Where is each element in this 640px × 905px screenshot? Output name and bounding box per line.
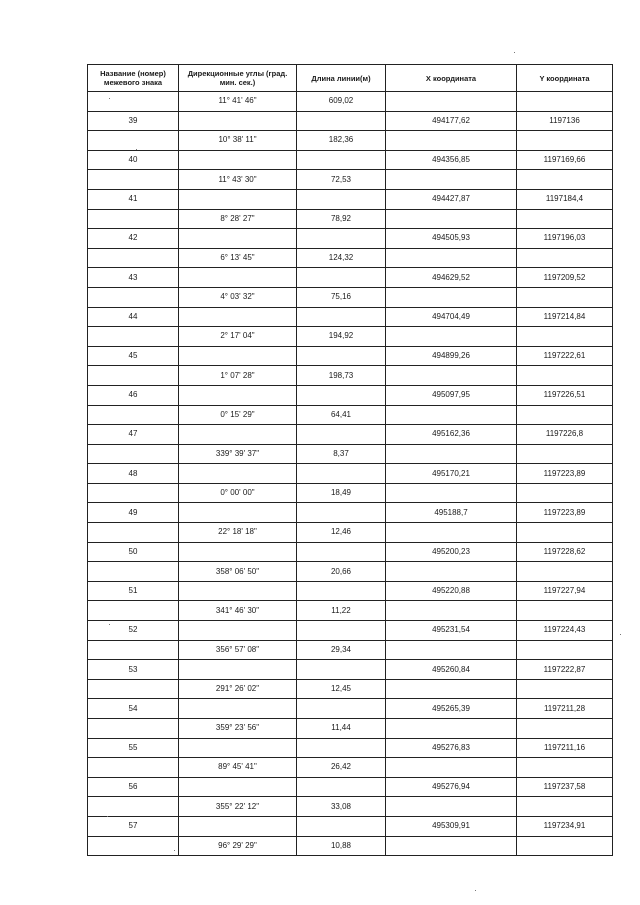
- cell-bearing-angle: 0° 15' 29": [179, 405, 297, 425]
- table-row: [88, 777, 613, 797]
- cell-bearing-angle: [179, 307, 297, 327]
- cell-x-coordinate: [386, 170, 517, 190]
- table-row: [88, 268, 613, 288]
- cell-bearing-angle: [179, 268, 297, 288]
- cell-line-length: [297, 229, 386, 249]
- cell-y-coordinate: 1197211,16: [517, 738, 613, 758]
- cell-line-length: [297, 699, 386, 719]
- cell-x-coordinate: 495276,94: [386, 777, 517, 797]
- cell-marker-name: [88, 640, 179, 660]
- table-row: [88, 797, 613, 817]
- cell-bearing-angle: 22° 18' 18": [179, 523, 297, 543]
- cell-bearing-angle: 11° 41' 46": [179, 92, 297, 112]
- cell-line-length: 72,53: [297, 170, 386, 190]
- cell-line-length: 18,49: [297, 483, 386, 503]
- table-row: [88, 405, 613, 425]
- cell-x-coordinate: [386, 679, 517, 699]
- cell-y-coordinate: 1197214,84: [517, 307, 613, 327]
- cell-line-length: 33,08: [297, 797, 386, 817]
- cell-line-length: [297, 111, 386, 131]
- cell-x-coordinate: [386, 131, 517, 151]
- cell-marker-name: 57: [88, 816, 179, 836]
- table-row: [88, 816, 613, 836]
- cell-bearing-angle: 11° 43' 30": [179, 170, 297, 190]
- cell-line-length: [297, 738, 386, 758]
- cell-marker-name: [88, 836, 179, 856]
- cell-y-coordinate: 1197222,61: [517, 346, 613, 366]
- cell-marker-name: [88, 562, 179, 582]
- cell-line-length: 198,73: [297, 366, 386, 386]
- table-row: [88, 131, 613, 151]
- cell-marker-name: [88, 170, 179, 190]
- cell-bearing-angle: 6° 13' 45": [179, 248, 297, 268]
- table-row: [88, 621, 613, 641]
- cell-y-coordinate: [517, 601, 613, 621]
- table-row: [88, 287, 613, 307]
- cell-x-coordinate: 495231,54: [386, 621, 517, 641]
- cell-bearing-angle: [179, 581, 297, 601]
- table-row: [88, 581, 613, 601]
- cell-line-length: [297, 542, 386, 562]
- cell-line-length: 64,41: [297, 405, 386, 425]
- table-row: [88, 189, 613, 209]
- cell-x-coordinate: 494505,93: [386, 229, 517, 249]
- cell-y-coordinate: 1197237,58: [517, 777, 613, 797]
- table-row: [88, 523, 613, 543]
- cell-x-coordinate: [386, 562, 517, 582]
- table-row: [88, 366, 613, 386]
- cell-line-length: [297, 816, 386, 836]
- cell-y-coordinate: [517, 248, 613, 268]
- cell-bearing-angle: [179, 150, 297, 170]
- cell-line-length: [297, 425, 386, 445]
- cell-bearing-angle: [179, 385, 297, 405]
- cell-x-coordinate: 495097,95: [386, 385, 517, 405]
- cell-x-coordinate: [386, 719, 517, 739]
- cell-bearing-angle: 1° 07' 28": [179, 366, 297, 386]
- cell-x-coordinate: 495162,36: [386, 425, 517, 445]
- cell-line-length: 75,16: [297, 287, 386, 307]
- cell-x-coordinate: [386, 92, 517, 112]
- table-row: [88, 738, 613, 758]
- cell-y-coordinate: 1197228,62: [517, 542, 613, 562]
- cell-marker-name: 56: [88, 777, 179, 797]
- cell-y-coordinate: [517, 366, 613, 386]
- cell-bearing-angle: 358° 06' 50": [179, 562, 297, 582]
- cell-bearing-angle: [179, 189, 297, 209]
- cell-marker-name: 54: [88, 699, 179, 719]
- cell-x-coordinate: 495276,83: [386, 738, 517, 758]
- cell-marker-name: [88, 366, 179, 386]
- cell-marker-name: 47: [88, 425, 179, 445]
- scan-speck: [475, 890, 476, 891]
- table-row: [88, 346, 613, 366]
- cell-bearing-angle: 341° 46' 30": [179, 601, 297, 621]
- cell-bearing-angle: 10° 38' 11": [179, 131, 297, 151]
- cell-line-length: 20,66: [297, 562, 386, 582]
- scan-speck: [620, 634, 621, 635]
- cell-x-coordinate: [386, 483, 517, 503]
- cell-bearing-angle: 4° 03' 32": [179, 287, 297, 307]
- cell-y-coordinate: [517, 719, 613, 739]
- cell-y-coordinate: [517, 483, 613, 503]
- cell-x-coordinate: 494177,62: [386, 111, 517, 131]
- cell-y-coordinate: 1197226,8: [517, 425, 613, 445]
- cell-y-coordinate: [517, 405, 613, 425]
- boundary-coordinates-table: [87, 64, 613, 856]
- cell-bearing-angle: [179, 111, 297, 131]
- cell-bearing-angle: [179, 229, 297, 249]
- table-row: [88, 601, 613, 621]
- cell-line-length: 194,92: [297, 327, 386, 347]
- cell-bearing-angle: [179, 503, 297, 523]
- cell-x-coordinate: [386, 836, 517, 856]
- table-row: [88, 248, 613, 268]
- cell-bearing-angle: 96° 29' 29": [179, 836, 297, 856]
- table-row: [88, 562, 613, 582]
- cell-x-coordinate: [386, 523, 517, 543]
- cell-line-length: [297, 660, 386, 680]
- cell-y-coordinate: 1197169,66: [517, 150, 613, 170]
- cell-y-coordinate: [517, 562, 613, 582]
- cell-x-coordinate: [386, 366, 517, 386]
- cell-y-coordinate: 1197211,28: [517, 699, 613, 719]
- cell-bearing-angle: 89° 45' 41": [179, 758, 297, 778]
- table-row: [88, 385, 613, 405]
- cell-y-coordinate: 1197209,52: [517, 268, 613, 288]
- cell-marker-name: [88, 444, 179, 464]
- cell-marker-name: 49: [88, 503, 179, 523]
- cell-line-length: 10,88: [297, 836, 386, 856]
- cell-bearing-angle: [179, 660, 297, 680]
- table-row: [88, 425, 613, 445]
- cell-x-coordinate: [386, 601, 517, 621]
- cell-line-length: 12,46: [297, 523, 386, 543]
- cell-line-length: 11,44: [297, 719, 386, 739]
- scan-speck: [174, 850, 175, 851]
- cell-y-coordinate: [517, 797, 613, 817]
- cell-x-coordinate: [386, 797, 517, 817]
- cell-line-length: [297, 189, 386, 209]
- cell-y-coordinate: [517, 327, 613, 347]
- cell-line-length: [297, 307, 386, 327]
- cell-marker-name: 44: [88, 307, 179, 327]
- table-row: [88, 503, 613, 523]
- cell-marker-name: 40: [88, 150, 179, 170]
- cell-y-coordinate: 1197226,51: [517, 385, 613, 405]
- cell-bearing-angle: [179, 777, 297, 797]
- table-header-row: [88, 65, 613, 92]
- table-row: [88, 542, 613, 562]
- cell-marker-name: [88, 601, 179, 621]
- cell-marker-name: [88, 483, 179, 503]
- cell-bearing-angle: 356° 57' 08": [179, 640, 297, 660]
- table-row: [88, 444, 613, 464]
- cell-bearing-angle: 291° 26' 02": [179, 679, 297, 699]
- cell-bearing-angle: [179, 738, 297, 758]
- cell-line-length: 12,45: [297, 679, 386, 699]
- header-line-length: Длина линии(м): [297, 65, 386, 92]
- cell-bearing-angle: 355° 22' 12": [179, 797, 297, 817]
- cell-x-coordinate: 495220,88: [386, 581, 517, 601]
- table-row: [88, 150, 613, 170]
- cell-x-coordinate: 495170,21: [386, 464, 517, 484]
- cell-marker-name: [88, 92, 179, 112]
- cell-y-coordinate: [517, 170, 613, 190]
- cell-line-length: 8,37: [297, 444, 386, 464]
- table-row: [88, 640, 613, 660]
- cell-x-coordinate: 494704,49: [386, 307, 517, 327]
- cell-bearing-angle: [179, 425, 297, 445]
- cell-y-coordinate: [517, 640, 613, 660]
- cell-y-coordinate: 1197222,87: [517, 660, 613, 680]
- scan-speck: [107, 816, 108, 817]
- cell-y-coordinate: 1197136: [517, 111, 613, 131]
- cell-bearing-angle: 0° 00' 00": [179, 483, 297, 503]
- cell-marker-name: [88, 719, 179, 739]
- cell-marker-name: 55: [88, 738, 179, 758]
- cell-marker-name: 50: [88, 542, 179, 562]
- cell-line-length: [297, 777, 386, 797]
- table-body: [88, 92, 613, 856]
- cell-marker-name: 42: [88, 229, 179, 249]
- cell-y-coordinate: 1197223,89: [517, 464, 613, 484]
- cell-x-coordinate: [386, 444, 517, 464]
- cell-x-coordinate: 494427,87: [386, 189, 517, 209]
- cell-x-coordinate: 495188,7: [386, 503, 517, 523]
- cell-bearing-angle: 359° 23' 56": [179, 719, 297, 739]
- cell-y-coordinate: 1197234,91: [517, 816, 613, 836]
- table-row: [88, 483, 613, 503]
- table-row: [88, 699, 613, 719]
- cell-marker-name: [88, 209, 179, 229]
- cell-line-length: [297, 268, 386, 288]
- cell-x-coordinate: 495309,91: [386, 816, 517, 836]
- cell-line-length: 29,34: [297, 640, 386, 660]
- cell-line-length: 609,02: [297, 92, 386, 112]
- cell-marker-name: 45: [88, 346, 179, 366]
- cell-line-length: 11,22: [297, 601, 386, 621]
- cell-marker-name: [88, 758, 179, 778]
- cell-marker-name: [88, 797, 179, 817]
- cell-marker-name: [88, 679, 179, 699]
- cell-x-coordinate: [386, 248, 517, 268]
- header-x-coordinate: X координата: [386, 65, 517, 92]
- cell-marker-name: 39: [88, 111, 179, 131]
- table-row: [88, 758, 613, 778]
- cell-x-coordinate: 494356,85: [386, 150, 517, 170]
- cell-marker-name: 41: [88, 189, 179, 209]
- cell-line-length: 78,92: [297, 209, 386, 229]
- cell-bearing-angle: [179, 464, 297, 484]
- cell-line-length: [297, 150, 386, 170]
- cell-x-coordinate: [386, 209, 517, 229]
- cell-x-coordinate: [386, 758, 517, 778]
- table-row: [88, 307, 613, 327]
- table-row: [88, 92, 613, 112]
- header-marker-name: Название (номер) межевого знака: [88, 65, 179, 92]
- cell-line-length: 26,42: [297, 758, 386, 778]
- cell-line-length: [297, 503, 386, 523]
- cell-marker-name: 46: [88, 385, 179, 405]
- cell-x-coordinate: [386, 287, 517, 307]
- table-row: [88, 464, 613, 484]
- cell-marker-name: [88, 287, 179, 307]
- cell-y-coordinate: 1197223,89: [517, 503, 613, 523]
- cell-y-coordinate: [517, 444, 613, 464]
- cell-x-coordinate: 494899,26: [386, 346, 517, 366]
- cell-bearing-angle: [179, 699, 297, 719]
- cell-y-coordinate: [517, 287, 613, 307]
- cell-x-coordinate: [386, 405, 517, 425]
- cell-bearing-angle: [179, 346, 297, 366]
- scan-speck: [109, 98, 110, 99]
- scan-speck: [514, 52, 515, 53]
- cell-bearing-angle: [179, 621, 297, 641]
- cell-marker-name: [88, 131, 179, 151]
- table-row: [88, 719, 613, 739]
- header-bearing-angles: Дирекционные углы (град. мин. сек.): [179, 65, 297, 92]
- cell-x-coordinate: 494629,52: [386, 268, 517, 288]
- table-row: [88, 170, 613, 190]
- cell-line-length: [297, 346, 386, 366]
- cell-y-coordinate: [517, 209, 613, 229]
- cell-marker-name: 51: [88, 581, 179, 601]
- cell-y-coordinate: [517, 523, 613, 543]
- cell-x-coordinate: 495260,84: [386, 660, 517, 680]
- table-row: [88, 229, 613, 249]
- cell-x-coordinate: [386, 327, 517, 347]
- cell-x-coordinate: [386, 640, 517, 660]
- table-row: [88, 679, 613, 699]
- cell-marker-name: 43: [88, 268, 179, 288]
- cell-y-coordinate: 1197227,94: [517, 581, 613, 601]
- table-row: [88, 836, 613, 856]
- cell-line-length: 124,32: [297, 248, 386, 268]
- cell-y-coordinate: 1197196,03: [517, 229, 613, 249]
- header-y-coordinate: Y координата: [517, 65, 613, 92]
- table-row: [88, 209, 613, 229]
- cell-y-coordinate: [517, 758, 613, 778]
- cell-marker-name: [88, 327, 179, 347]
- cell-y-coordinate: [517, 92, 613, 112]
- cell-line-length: [297, 385, 386, 405]
- table-row: [88, 660, 613, 680]
- cell-y-coordinate: [517, 131, 613, 151]
- cell-bearing-angle: 339° 39' 37": [179, 444, 297, 464]
- cell-x-coordinate: 495265,39: [386, 699, 517, 719]
- cell-line-length: 182,36: [297, 131, 386, 151]
- cell-marker-name: [88, 405, 179, 425]
- cell-bearing-angle: 8° 28' 27": [179, 209, 297, 229]
- cell-y-coordinate: 1197224,43: [517, 621, 613, 641]
- table-row: [88, 111, 613, 131]
- cell-marker-name: 53: [88, 660, 179, 680]
- scan-speck: [109, 624, 110, 625]
- cell-line-length: [297, 621, 386, 641]
- cell-bearing-angle: 2° 17' 04": [179, 327, 297, 347]
- cell-y-coordinate: 1197184,4: [517, 189, 613, 209]
- cell-line-length: [297, 464, 386, 484]
- cell-line-length: [297, 581, 386, 601]
- cell-bearing-angle: [179, 542, 297, 562]
- cell-marker-name: 48: [88, 464, 179, 484]
- table-row: [88, 327, 613, 347]
- cell-x-coordinate: 495200,23: [386, 542, 517, 562]
- scan-speck: [136, 149, 137, 150]
- cell-marker-name: 52: [88, 621, 179, 641]
- cell-y-coordinate: [517, 836, 613, 856]
- cell-marker-name: [88, 248, 179, 268]
- cell-bearing-angle: [179, 816, 297, 836]
- cell-marker-name: [88, 523, 179, 543]
- cell-y-coordinate: [517, 679, 613, 699]
